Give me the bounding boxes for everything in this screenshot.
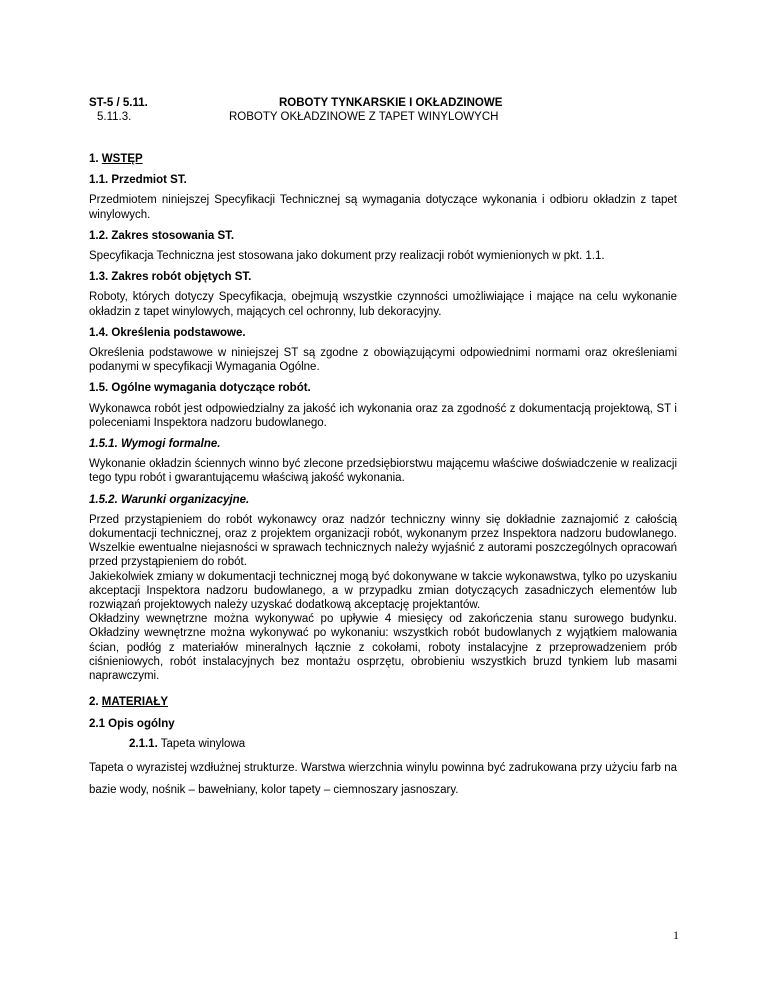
- section-1-2-text: Specyfikacja Techniczna jest stosowana jako dokument przy realizacji robót wymienionych w pkt. 1.1.: [89, 250, 605, 263]
- section-1-3-text: Roboty, których dotyczy Specyfikacja, obejmują wszystkie czynności umożliwiające i mające na celu wykonanie okładzin z tapet winylowych, mających cel ochronny, lub dekoracyjny.: [89, 291, 677, 318]
- section-1-5-1-heading: 1.5.1. Wymogi formalne.: [89, 438, 221, 451]
- section-1-3-heading: 1.3. Zakres robót objętych ST.: [89, 271, 252, 284]
- section-1-number: 1.: [89, 153, 102, 165]
- spec-title: ROBOTY TYNKARSKIE I OKŁADZINOWE: [279, 97, 503, 109]
- section-2-1-1-title: Tapeta winylowa: [157, 737, 246, 750]
- section-1-5-text: Wykonawca robót jest odpowiedzialny za jakość ich wykonania oraz za zgodność z dokumentacją projektową, ST i poleceniami Inspektora nadzoru budowlanego.: [89, 402, 677, 429]
- section-1-1-heading: 1.1. Przedmiot ST.: [89, 174, 187, 187]
- page-number: 1: [673, 928, 679, 942]
- section-2-1-1-number: 2.1.1.: [129, 737, 158, 750]
- document-header: [89, 96, 677, 140]
- section-2-1-1-heading: [129, 737, 677, 751]
- section-1-4-text: Określenia podstawowe w niniejszej ST są zgodne z obowiązującymi odpowiednimi normami oraz określeniami podanymi w specyfikacji Wymagania Ogólne.: [89, 347, 677, 374]
- spec-subtitle: ROBOTY OKŁADZINOWE Z TAPET WINYLOWYCH: [229, 111, 499, 123]
- spec-subcode: 5.11.3.: [97, 111, 132, 123]
- section-1-5-2-paragraph-3: Okładziny wewnętrzne można wykonywać po upływie 4 miesięcy od zakończenia stanu surowego budynku. Okładziny wewnętrzne można wykonywać po wykonaniu: wszystkich robót budowlanych z wyjątkiem malowania ścian, podłóg z materiałów mineralnych łącznie z cokołami, roboty instalacyjne z przeprowadzeniem prób ciśnieniowych, robót instalacyjnych bez montażu osprzętu, obrobieniu wszystkich bruzd tynkiem lub masami naprawczymi.: [89, 613, 677, 683]
- section-1-heading: [89, 152, 677, 166]
- section-2-1-1-text: Tapeta o wyrazistej wzdłużnej strukturze. Warstwa wierzchnia winylu powinna być zadrukowana przy użyciu farb na bazie wody, nośnik – bawełniany, kolor tapety – ciemnoszary jasnoszary.: [89, 761, 677, 796]
- section-1-2-heading: 1.2. Zakres stosowania ST.: [89, 229, 235, 242]
- section-1-5-2-paragraph-2: Jakiekolwiek zmiany w dokumentacji technicznej mogą być dokonywane w takcie wykonawstwa, tylko po uzyskaniu akceptacji Inspektora nadzoru budowlanego, a w przypadku zmian dotyczących zasadniczych elementów lub rozwiązań projektowych należy uzyskać dodatkową akceptację projektantów.: [89, 570, 677, 612]
- section-1-5-heading: 1.5. Ogólne wymagania dotyczące robót.: [89, 382, 311, 395]
- section-2-number: 2.: [89, 696, 102, 709]
- spec-code: ST-5 / 5.11.: [89, 97, 148, 109]
- section-1-4-heading: 1.4. Określenia podstawowe.: [89, 326, 246, 339]
- section-1-title: WSTĘP: [101, 153, 143, 165]
- section-1-5-1-text: Wykonanie okładzin ściennych winno być zlecone przedsiębiorstwu mającemu właściwe doświadczenie w realizacji tego typu robót i gwarantującemu właściwą jakość wykonania.: [89, 458, 677, 485]
- page-content: [89, 96, 677, 801]
- section-2-heading: [89, 695, 677, 709]
- section-1-1-text: Przedmiotem niniejszej Specyfikacji Technicznej są wymagania dotyczące wykonania i odbioru okładzin z tapet winylowych.: [89, 194, 677, 221]
- section-1-5-2-heading: 1.5.2. Warunki organizacyjne.: [89, 493, 250, 506]
- section-1-5-2-paragraph-1: Przed przystąpieniem do robót wykonawcy oraz nadzór techniczny winny się dokładnie zaznajomić z całością dokumentacji technicznej, oraz z projektem organizacji robót, wykonanym przez Inspektora nadzoru budowlanego. Wszelkie ewentualne niejasności w sprawach technicznych należy wyjaśnić z autorami poszczególnych opracowań przed przystąpieniem do robót.: [89, 513, 677, 569]
- section-2-title: MATERIAŁY: [101, 696, 169, 709]
- section-2-1-heading: 2.1 Opis ogólny: [89, 717, 175, 730]
